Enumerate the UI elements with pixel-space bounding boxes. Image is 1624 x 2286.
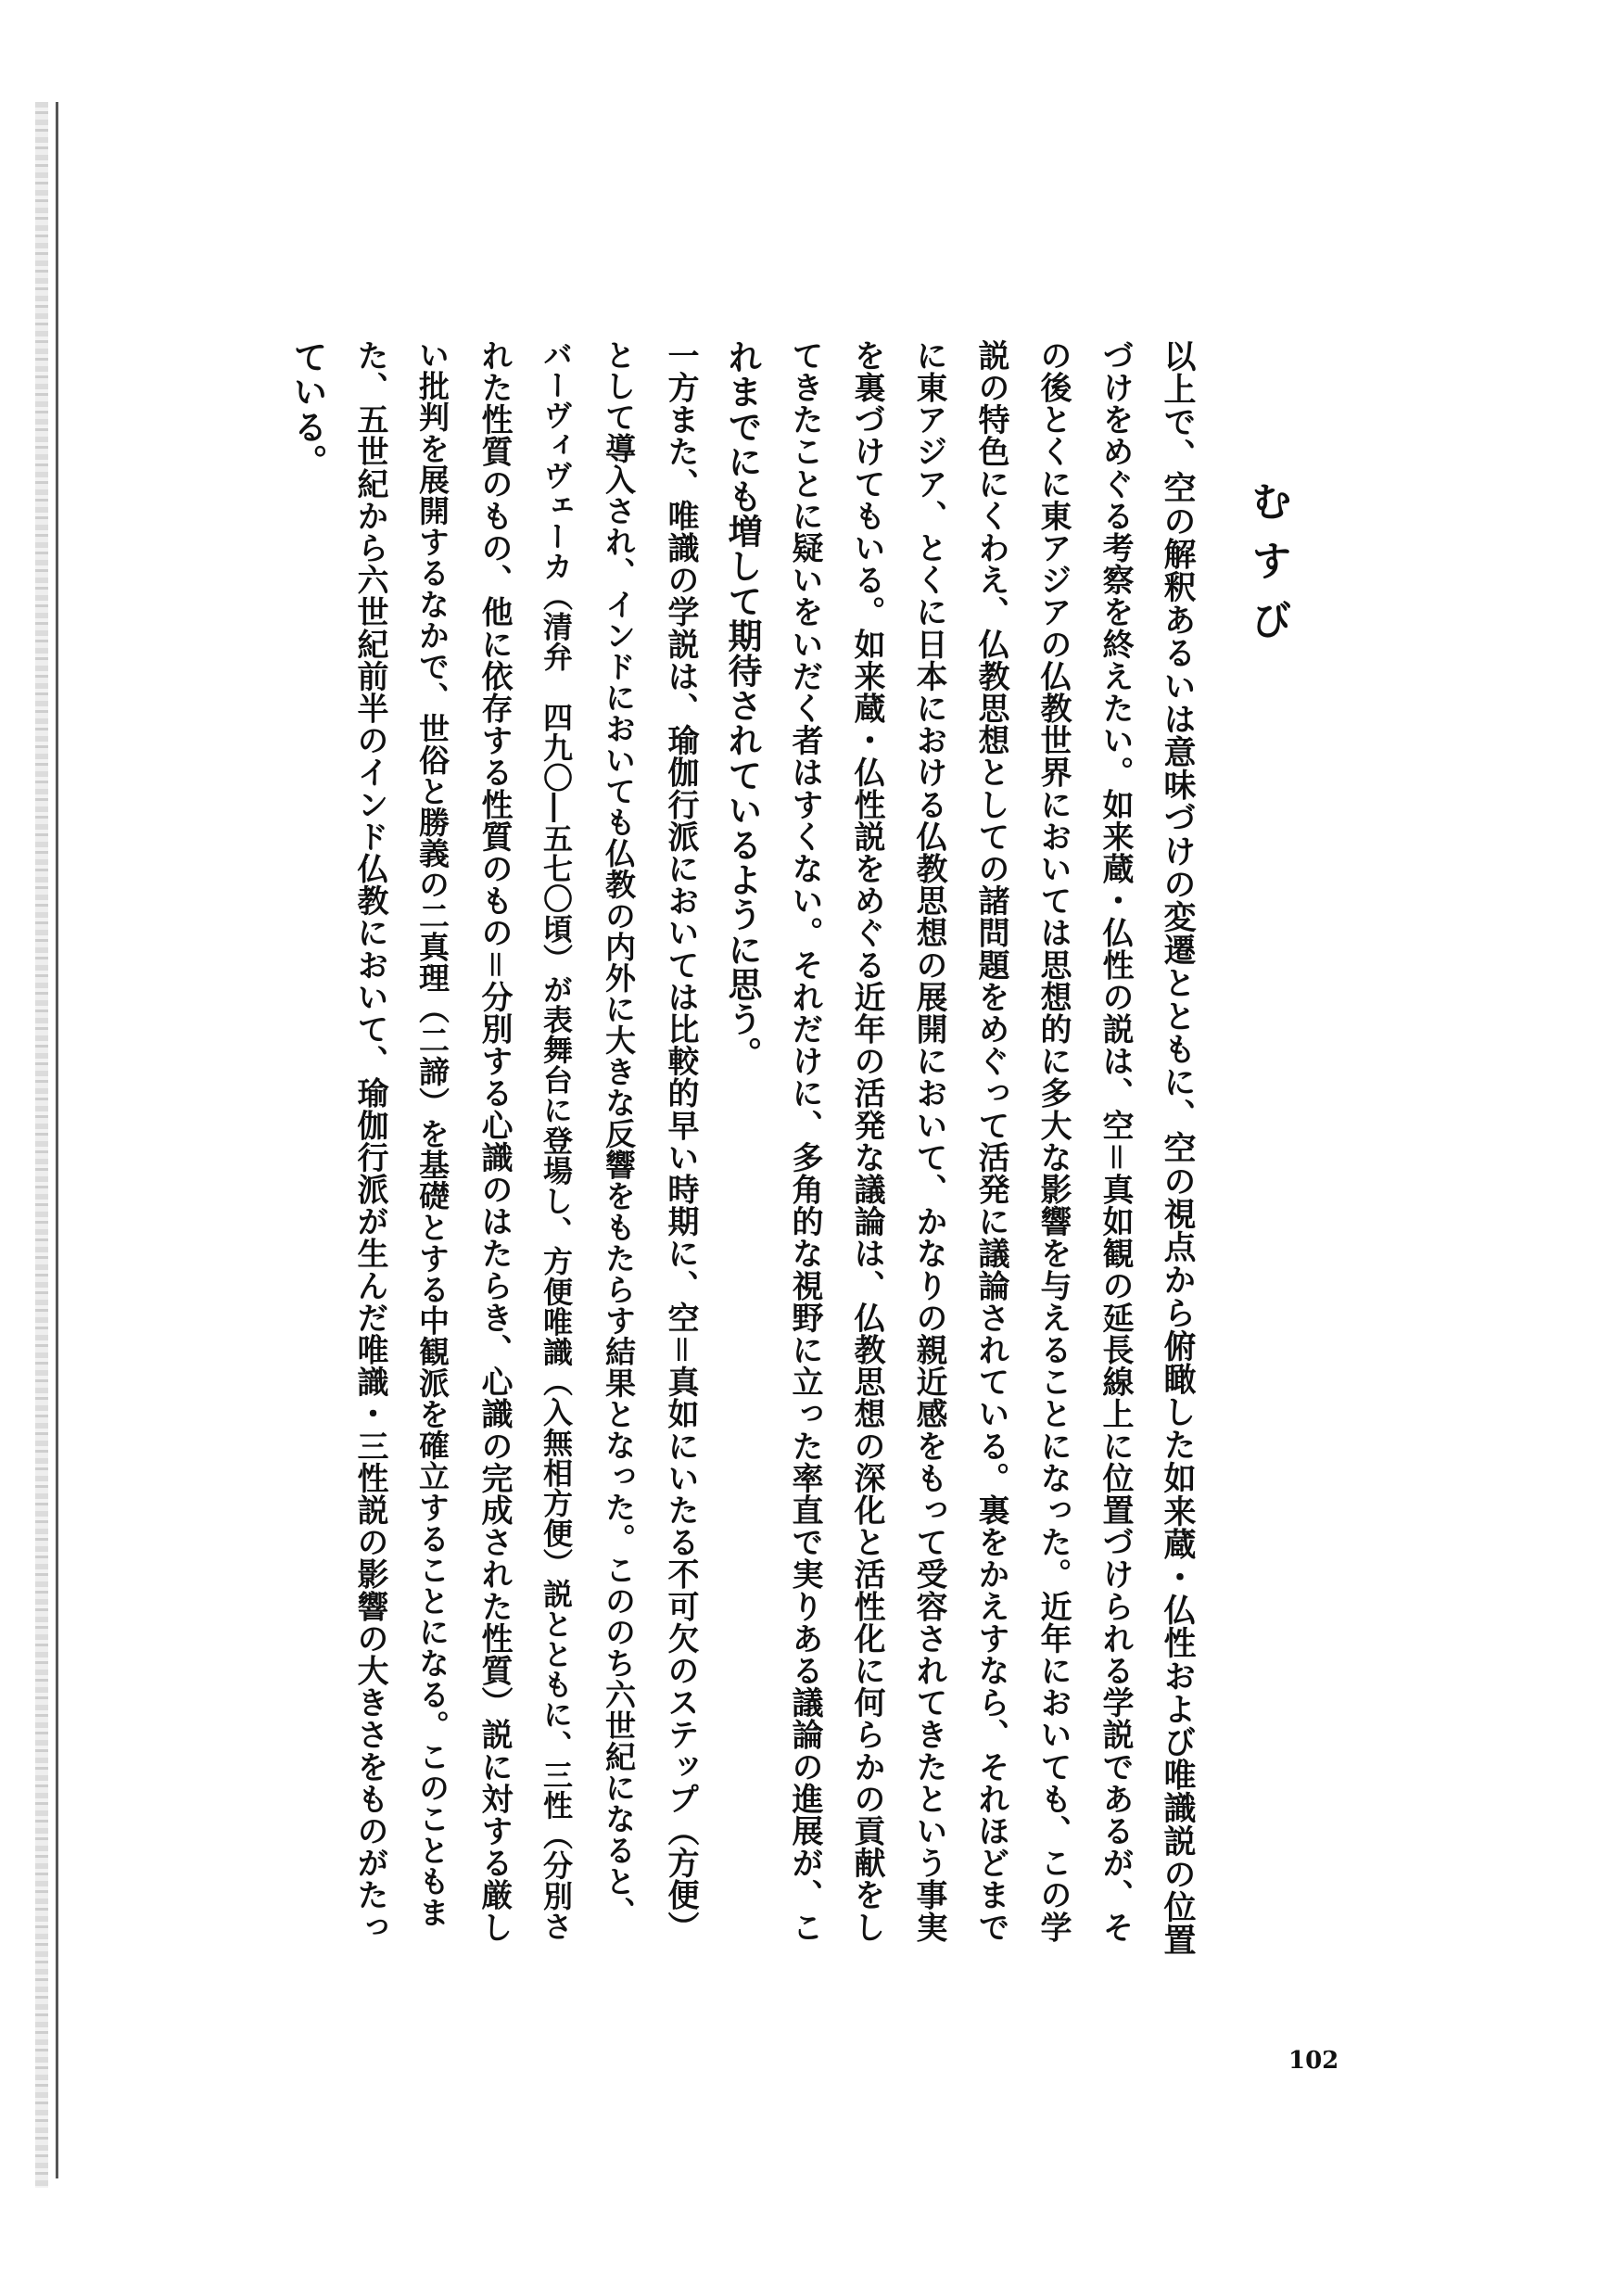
binding-line (56, 102, 58, 2178)
body-line: 説の特色にくわえ、仏教思想としての諸問題をめぐって活発に議論されている。裏をかえすなら、それほどまで (972, 339, 1009, 1943)
section-title: むすび (1244, 480, 1291, 658)
binding-edge (35, 102, 48, 2188)
body-line: ている。 (287, 339, 328, 479)
body-line: れまでにも増して期待されているように思う。 (722, 339, 763, 1072)
body-line: れた性質のもの、他に依存する性質のもの＝分別する心識のはたらき、心識の完成された性質）説に対する厳し (476, 339, 513, 1943)
body-line: 一方また、唯識の学説は、瑜伽行派においては比較的早い時期に、空＝真如にいたる不可欠のステップ（方便） (662, 339, 699, 1943)
body-line: づけをめぐる考察を終えたい。如来蔵・仏性の説は、空＝真如観の延長線上に位置づけられる学説であるが、そ (1097, 339, 1134, 1943)
body-line: い批判を展開するなかで、世俗と勝義の二真理（二諦）を基礎とする中観派を確立することになる。このこともま (414, 339, 450, 1928)
body-line: として導入され、インドにおいても仏教の内外に大きな反響をもたらす結果となった。こののち六世紀になると、 (601, 339, 637, 1928)
body-line: 以上で、空の解釈あるいは意味づけの変遷とともに、空の視点から俯瞰した如来蔵・仏性および唯識説の位置 (1159, 339, 1197, 1957)
body-line: た、五世紀から六世紀前半のインド仏教において、瑜伽行派が生んだ唯識・三性説の影響の大きさをものがたっ (351, 339, 388, 1943)
body-line: バーヴィヴェーカ（清弁 四九〇―五七〇頃）が表舞台に登場し、方便唯識（入無相方便）説とともに、三性（分別さ (539, 339, 574, 1941)
body-line: に東アジア、とくに日本における仏教思想の展開において、かなりの親近感をもって受容されてきたという事実 (910, 339, 947, 1943)
body-line: の後とくに東アジアの仏教世界においては思想的に多大な影響を与えることになった。近年においても、この学 (1034, 339, 1072, 1943)
body-line: を裏づけてもいる。如来蔵・仏性説をめぐる近年の活発な議論は、仏教思想の深化と活性化に何らかの貢献をし (848, 339, 885, 1943)
page-number: 102 (1288, 2047, 1339, 2075)
body-line: てきたことに疑いをいだく者はすくない。それだけに、多角的な視野に立った率直で実りある議論の進展が、こ (786, 339, 823, 1943)
